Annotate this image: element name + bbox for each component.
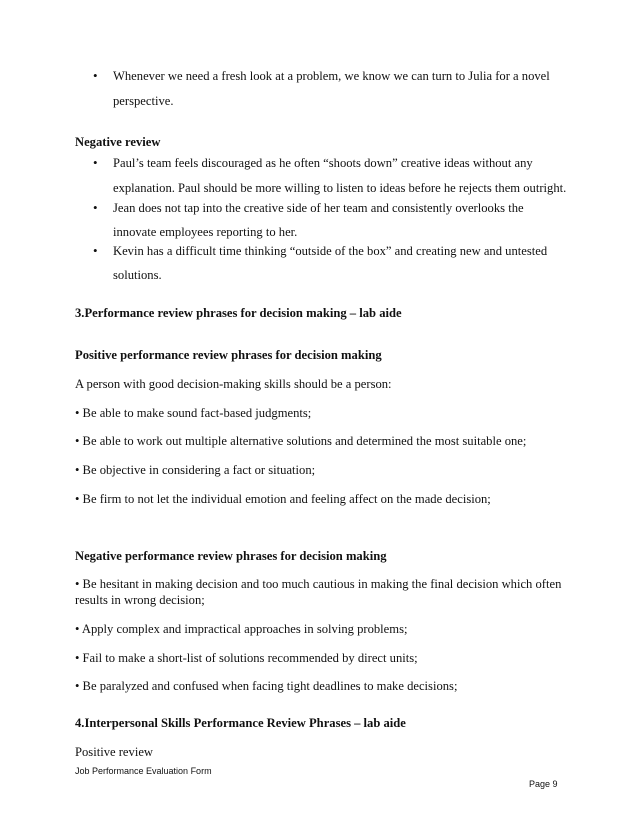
- decision-intro: A person with good decision-making skills should be a person:: [75, 377, 392, 391]
- negative-decision-item-1-line-1: • Be hesitant in making decision and too much cautious in making the final decision which often: [75, 577, 562, 591]
- positive-decision-item: • Be able to work out multiple alternative solutions and determined the most suitable one;: [75, 434, 527, 448]
- positive-decision-item: • Be able to make sound fact-based judgments;: [75, 406, 312, 420]
- page-number: Page 9: [529, 779, 558, 789]
- negative-decision-item-1-line-2: results in wrong decision;: [75, 593, 205, 607]
- positive-decision-item: • Be objective in considering a fact or situation;: [75, 463, 316, 477]
- bullet-glyph: •: [93, 200, 98, 215]
- positive-decision-item: • Be firm to not let the individual emotion and feeling affect on the made decision;: [75, 492, 491, 506]
- negative-item-3-line-2: solutions.: [113, 268, 162, 282]
- negative-decision-heading: Negative performance review phrases for decision making: [75, 549, 387, 563]
- negative-item-3-line-1: Kevin has a difficult time thinking “outside of the box” and creating new and untested: [113, 244, 548, 258]
- negative-decision-item: • Be paralyzed and confused when facing tight deadlines to make decisions;: [75, 679, 458, 693]
- negative-item-1-line-2: explanation. Paul should be more willing to listen to ideas before he rejects them outright.: [113, 181, 567, 195]
- intro-line-2: perspective.: [113, 94, 174, 108]
- section-4-heading: 4.Interpersonal Skills Performance Review Phrases – lab aide: [75, 716, 406, 730]
- footer-form-name: Job Performance Evaluation Form: [75, 766, 212, 776]
- negative-item-1-line-1: Paul’s team feels discouraged as he often “shoots down” creative ideas without any: [113, 156, 533, 170]
- bullet-glyph: •: [93, 68, 98, 83]
- negative-decision-item: • Fail to make a short-list of solutions recommended by direct units;: [75, 651, 418, 665]
- positive-decision-heading: Positive performance review phrases for decision making: [75, 348, 382, 362]
- positive-review-label: Positive review: [75, 745, 153, 759]
- negative-decision-item: • Apply complex and impractical approaches in solving problems;: [75, 622, 408, 636]
- negative-item-2-line-1: Jean does not tap into the creative side of her team and consistently overlooks the: [113, 201, 524, 215]
- bullet-glyph: •: [93, 155, 98, 170]
- section-3-heading: 3.Performance review phrases for decision making – lab aide: [75, 306, 402, 320]
- bullet-glyph: •: [93, 243, 98, 258]
- intro-line-1: Whenever we need a fresh look at a problem, we know we can turn to Julia for a novel: [113, 69, 550, 83]
- negative-item-2-line-2: innovate employees reporting to her.: [113, 225, 298, 239]
- negative-review-heading: Negative review: [75, 135, 161, 149]
